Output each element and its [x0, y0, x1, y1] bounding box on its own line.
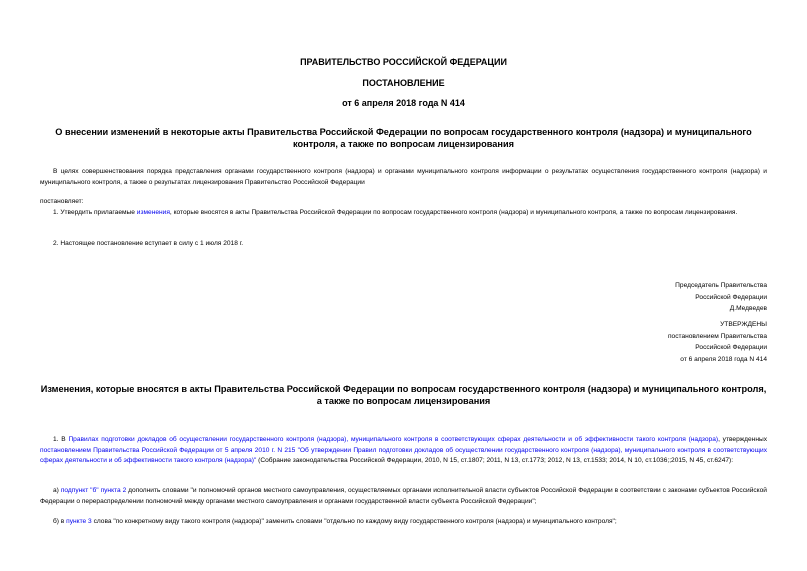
signature-line-1: Председатель Правительства: [675, 282, 767, 289]
change-b-link[interactable]: пункте 3: [66, 518, 92, 525]
item-1-after: , которые вносятся в акты Правительства Российской Федерации по вопросам государственного контроля (надзора) и муниципального контроля, а также по вопросам лицензирования.: [169, 209, 738, 216]
approval-line-4: от 6 апреля 2018 года N 414: [680, 356, 767, 364]
document-type-heading: ПОСТАНОВЛЕНИЕ: [362, 78, 445, 88]
approval-line-1: УТВЕРЖДЕНЫ: [720, 321, 767, 328]
change-1-prefix: 1. В: [53, 436, 69, 443]
change-b-prefix: б) в: [53, 518, 67, 525]
decides-text: постановляет:: [40, 198, 84, 205]
signature-line-3: Д.Медведев: [729, 305, 767, 313]
item-1-link-changes[interactable]: изменения: [136, 209, 170, 216]
approval-line-2: постановлением Правительства: [667, 332, 767, 340]
changes-title: Изменения, которые вносятся в акты Правительства Российской Федерации по вопросам государственного контроля (надзора) и муниципального контроля, а также по вопросам лицензирования: [40, 384, 767, 406]
change-1-paragraph: [40, 435, 767, 467]
signature-line-2: Российской Федерации: [695, 293, 767, 301]
document-title: О внесении изменений в некоторые акты Правительства Российской Федерации по вопросам государственного контроля (надзора) и муниципального контроля, а также по вопросам лицензирования: [55, 127, 752, 149]
item-1-paragraph: [40, 208, 767, 219]
item-2-paragraph: 2. Настоящее постановление вступает в силу с 1 июля 2018 г.: [53, 240, 244, 247]
change-b-paragraph: [40, 517, 767, 528]
approval-line-3: Российской Федерации: [695, 344, 767, 352]
change-a-text: дополнить словами "и полномочий органов местного самоуправления, осуществляемых органами исполнительной власти субъектов Российской Федерации в соответствии с законами субъектов Российской Федерации о перераспределении полномочий между органами местного самоуправления и органами государственной власти субъекта Российской Федерации";: [40, 487, 767, 505]
preamble-paragraph: В целях совершенствования порядка представления органами государственного контроля (надзора) и органами муниципального контроля информации о результатах осуществления государственного контроля (надзора) и муниципального контроля, а также о результатах лицензирования Правительство Российской Федерации: [40, 168, 767, 186]
change-a-paragraph: [40, 486, 767, 507]
item-1-before: 1. Утвердить прилагаемые: [53, 209, 137, 216]
signature-block: [567, 280, 767, 315]
government-heading: ПРАВИТЕЛЬСТВО РОССИЙСКОЙ ФЕДЕРАЦИИ: [300, 57, 507, 67]
change-1-suffix: (Собрание законодательства Российской Федерации, 2010, N 15, ст.1807; 2011, N 13, ст.1773; 2012, N 13, ст.1533; 2014, N 10, ст.1036;;2015, N 45, ст.6247):: [256, 457, 734, 464]
approval-block: [567, 319, 767, 366]
change-b-text: слова "по конкретному виду такого контроля (надзора)" заменить словами "отдельно по каждому виду государственного контроля (надзора) и муниципального контроля";: [91, 518, 617, 525]
change-1-mid: , утвержденных: [718, 436, 767, 443]
change-1-link-rules[interactable]: Правилах подготовки докладов об осуществлении государственного контроля (надзора), муниципального контроля в соответствующих сферах деятельности и об эффективности такого контроля (надзора): [68, 436, 719, 443]
date-number-heading: от 6 апреля 2018 года N 414: [342, 98, 465, 108]
change-a-prefix: а): [53, 487, 61, 494]
change-a-link[interactable]: подпункт "б" пункта 2: [60, 487, 127, 494]
change-1-link-decree[interactable]: постановлением Правительства Российской Федерации от 5 апреля 2010 г. N 215 "Об утверждении Правил подготовки докладов об осуществлении государственного контроля (надзора), муниципального контроля в соответствующих сферах деятельности и об эффективности такого контроля (надзора)": [40, 446, 767, 464]
